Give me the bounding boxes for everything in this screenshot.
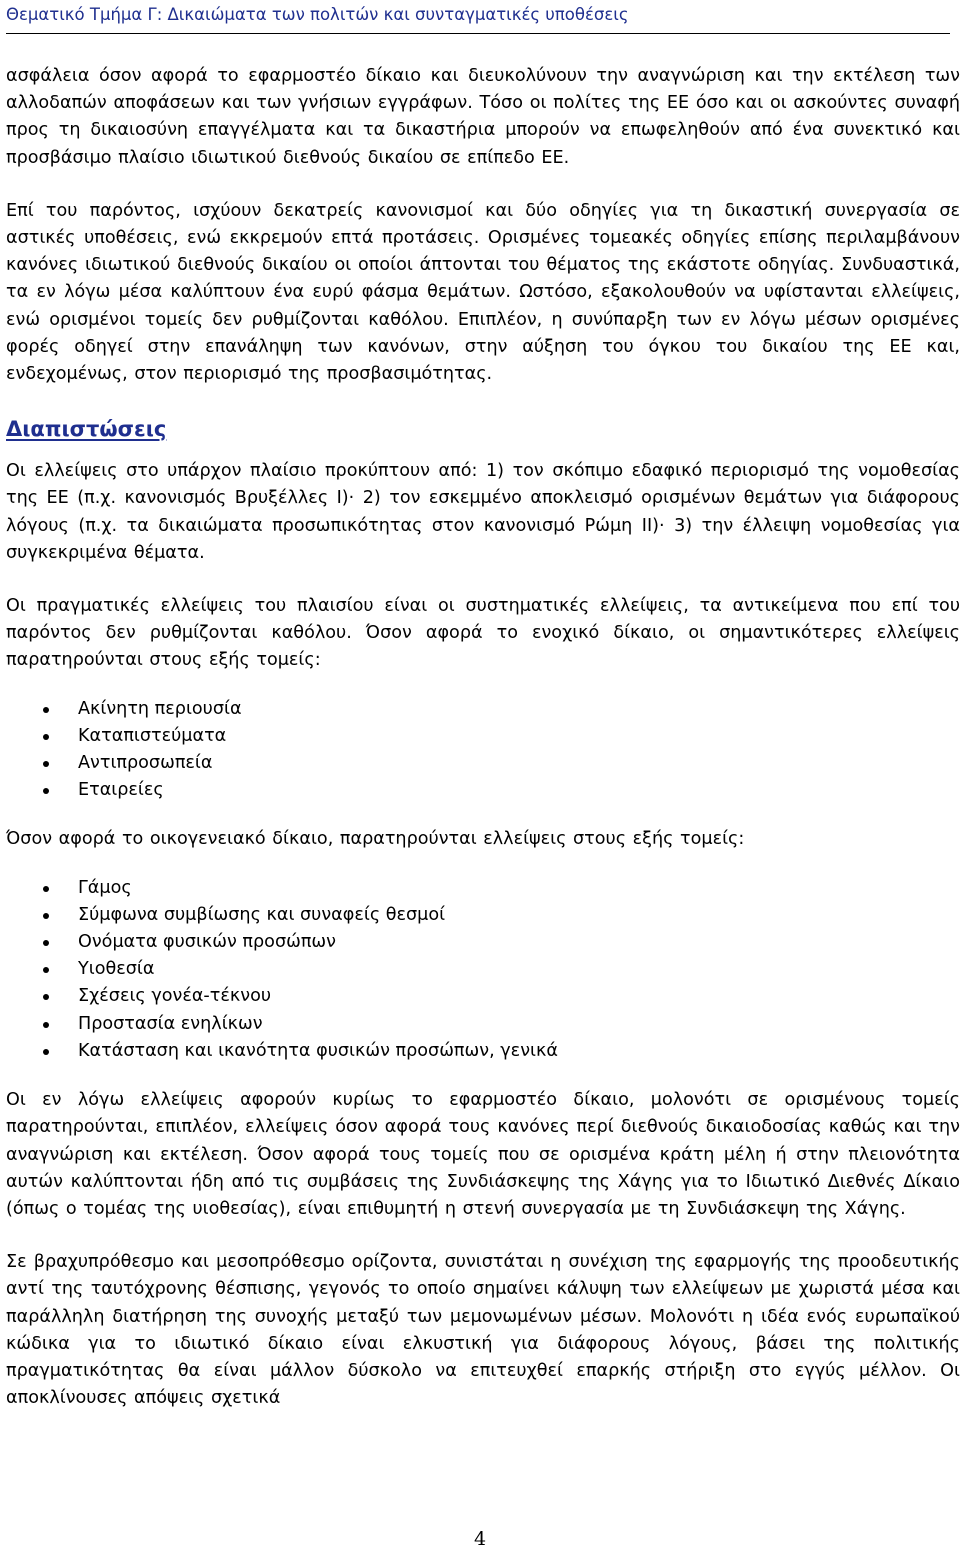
paragraph-findings-1: Οι ελλείψεις στο υπάρχον πλαίσιο προκύπτουν από: 1) τον σκόπιμο εδαφικό περιορισμό της νομοθεσίας της ΕΕ (π.χ. κανονισμός Βρυξέλλες Ι)· 2) τον εσκεμμένο αποκλεισμό ορισμένων θεμάτων για διάφορους λόγους (π.χ. τα δικαιώματα προσωπικότητας στον κανονισμό Ρώμη ΙΙ)· 3) την έλλειψη νομοθεσίας για συγκεκριμένα θέματα. — [6, 461, 960, 563]
paragraph-findings-2: Οι πραγματικές ελλείψεις του πλαισίου είναι οι συστηματικές ελλείψεις, τα αντικείμενα που επί του παρόντος δεν ρυθμίζονται καθόλου. Όσον αφορά το ενοχικό δίκαιο, οι σημαντικότερες ελλείψεις παρατηρούνται στους εξής τομείς: — [6, 596, 960, 671]
section-heading: Διαπιστώσεις — [6, 417, 167, 442]
paragraph-family-law: Όσον αφορά το οικογενειακό δίκαιο, παρατηρούνται ελλείψεις στους εξής τομείς: — [6, 829, 745, 850]
list-item: Σχέσεις γονέα-τέκνου — [6, 983, 960, 1010]
list-item: Σύμφωνα συμβίωσης και συναφείς θεσμοί — [6, 902, 960, 929]
obligations-law-gaps-list — [6, 696, 960, 805]
list-item: Αντιπροσωπεία — [6, 750, 960, 777]
paragraph-recommendation: Σε βραχυπρόθεσμο και μεσοπρόθεσμο ορίζοντα, συνιστάται η συνέχιση της εφαρμογής της προοδευτικής αντί της ταυτόχρονης θέσπισης, γεγονός το οποίο σημαίνει κάλυψη των ελλείψεων με χωριστά μέσα και παράλληλη διατήρηση της συνοχής μεταξύ των μεμονωμένων μέσων. Μολονότι η ιδέα ενός ευρωπαϊκού κώδικα για το ιδιωτικό δίκαιο είναι ελκυστική για διάφορους λόγους, βάσει της πολιτικής πραγματικότητας θα είναι μάλλον δύσκολο να επιτευχθεί επαρκής στήριξη στο εγγύς μέλλον. Οι αποκλίνουσες απόψεις σχετικά — [6, 1252, 960, 1409]
list-item: Ακίνητη περιουσία — [6, 696, 960, 723]
paragraph-current-state: Επί του παρόντος, ισχύουν δεκατρείς κανονισμοί και δύο οδηγίες για τη δικαστική συνεργασία σε αστικές υποθέσεις, ενώ εκκρεμούν επτά προτάσεις. Ορισμένες τομεακές οδηγίες επίσης περιλαμβάνουν κανόνες ιδιωτικού διεθνούς δικαίου οι οποίοι άπτονται του θέματος της εκάστοτε οδηγίας. Συνδυαστικά, τα εν λόγω μέσα καλύπτουν ένα ευρύ φάσμα θεμάτων. Ωστόσο, εξακολουθούν να υφίστανται ελλείψεις, ενώ ορισμένοι τομείς δεν ρυθμίζονται καθόλου. Επιπλέον, η συνύπαρξη των εν λόγω μέσων ορισμένες φορές οδηγεί στην επανάληψη των κανόνων, στην αύξηση του όγκου του δικαίου της ΕΕ και, ενδεχομένως, στον περιορισμό της προσβασιμότητας. — [6, 200, 960, 385]
list-item: Κατάσταση και ικανότητα φυσικών προσώπων, γενικά — [6, 1038, 960, 1065]
list-item: Καταπιστεύματα — [6, 723, 960, 750]
running-header: Θεματικό Τμήμα Γ: Δικαιώματα των πολιτών και συνταγματικές υποθέσεις — [6, 5, 629, 24]
header-divider — [6, 33, 950, 34]
list-item: Εταιρείες — [6, 777, 960, 804]
paragraph-jurisdiction: Οι εν λόγω ελλείψεις αφορούν κυρίως το εφαρμοστέο δίκαιο, μολονότι σε ορισμένους τομείς παρατηρούνται, επιπλέον, ελλείψεις όσον αφορά τους κανόνες περί διεθνούς δικαιοδοσίας καθώς και την αναγνώριση και εκτέλεση. Όσον αφορά τους τομείς που σε ορισμένα κράτη μέλη ή στην πλειονότητα αυτών καλύπτονται ήδη από τις συμβάσεις της Συνδιάσκεψης της Χάγης για το Ιδιωτικό Διεθνές Δίκαιο (όπως ο τομέας της υιοθεσίας), είναι επιθυμητή η στενή συνεργασία με τη Συνδιάσκεψη της Χάγης. — [6, 1090, 960, 1219]
list-item: Γάμος — [6, 875, 960, 902]
page-number: 4 — [473, 1528, 487, 1550]
document-body — [6, 63, 960, 1438]
list-item: Προστασία ενηλίκων — [6, 1011, 960, 1038]
family-law-gaps-list — [6, 875, 960, 1065]
list-item: Ονόματα φυσικών προσώπων — [6, 929, 960, 956]
paragraph-intro: ασφάλεια όσον αφορά το εφαρμοστέο δίκαιο και διευκολύνουν την αναγνώριση και την εκτέλεση των αλλοδαπών αποφάσεων και των γνήσιων εγγράφων. Τόσο οι πολίτες της ΕΕ όσο και οι ασκούντες συναφή προς τη δικαιοσύνη επαγγέλματα και τα δικαστήρια μπορούν να επωφεληθούν από ένα συνεκτικό και προσβάσιμο πλαίσιο ιδιωτικού διεθνούς δικαίου σε επίπεδο ΕΕ. — [6, 66, 960, 168]
list-item: Υιοθεσία — [6, 956, 960, 983]
